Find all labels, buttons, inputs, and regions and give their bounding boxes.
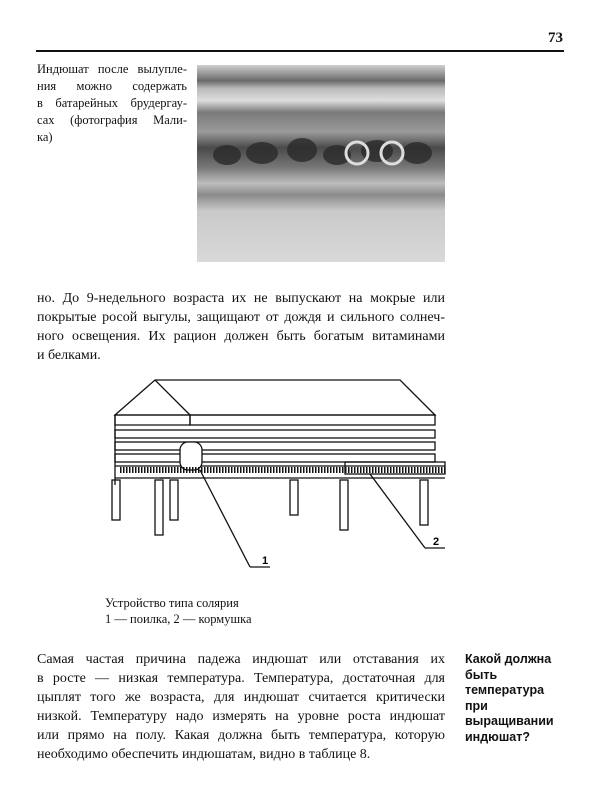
turkey-poults-image: [197, 65, 445, 262]
roof: [115, 380, 435, 415]
caption-line: ния можно содержать: [37, 79, 187, 93]
header-rule: [36, 50, 564, 52]
heading-line: температура: [465, 683, 545, 697]
brooder-photo: [197, 65, 445, 262]
heading-line: выращивании: [465, 714, 554, 728]
photo-caption: [37, 61, 187, 146]
text-line: ного освещения. Их рацион должен быть богатым витаминами: [37, 329, 445, 344]
figure-caption-legend: 1 — поилка, 2 — кормушка: [105, 612, 252, 626]
drinker: [180, 442, 202, 470]
text-line: и белками.: [37, 348, 101, 363]
paragraph-1: [37, 289, 445, 365]
heading-line: Какой должна: [465, 652, 552, 666]
label-2: 2: [433, 536, 440, 548]
text-line: необходимо обеспечить индюшатам, видно в таблице 8.: [37, 747, 371, 762]
caption-line: сах (фотография Мали-: [37, 113, 187, 127]
text-line: покрытые росой выгулы, защищают от дождя и сильного солнеч-: [37, 310, 445, 325]
page-number: 73: [548, 30, 563, 46]
text-line: в росте — низкая температура. Температура, достаточная для: [37, 671, 445, 686]
paragraph-2: [37, 650, 445, 764]
text-line: или прямо на полу. Какая должна быть температура, которую: [37, 728, 445, 743]
heading-line: при: [465, 698, 488, 713]
text-line: но. До 9-недельного возраста их не выпускают на мокрые или: [37, 291, 445, 306]
figure-caption: [105, 595, 252, 627]
text-line: низкой. Температуру надо измерять на уровне роста индюшат: [37, 709, 445, 724]
figure-caption-title: Устройство типа солярия: [105, 596, 239, 610]
heading-line: индюшат?: [465, 729, 530, 744]
caption-line: в батарейных брудергау-: [37, 96, 187, 110]
solarium-diagram: [100, 370, 460, 585]
text-line: Самая частая причина падежа индюшат или отставания их: [37, 652, 445, 667]
heading-line: быть: [465, 667, 498, 682]
caption-line: ка): [37, 130, 53, 144]
caption-line: Индюшат после вылупле-: [37, 62, 187, 76]
margin-heading: [465, 652, 565, 745]
text-line: цыплят того же возраста, для индюшат считается критически: [37, 690, 445, 705]
label-1: 1: [262, 555, 269, 567]
